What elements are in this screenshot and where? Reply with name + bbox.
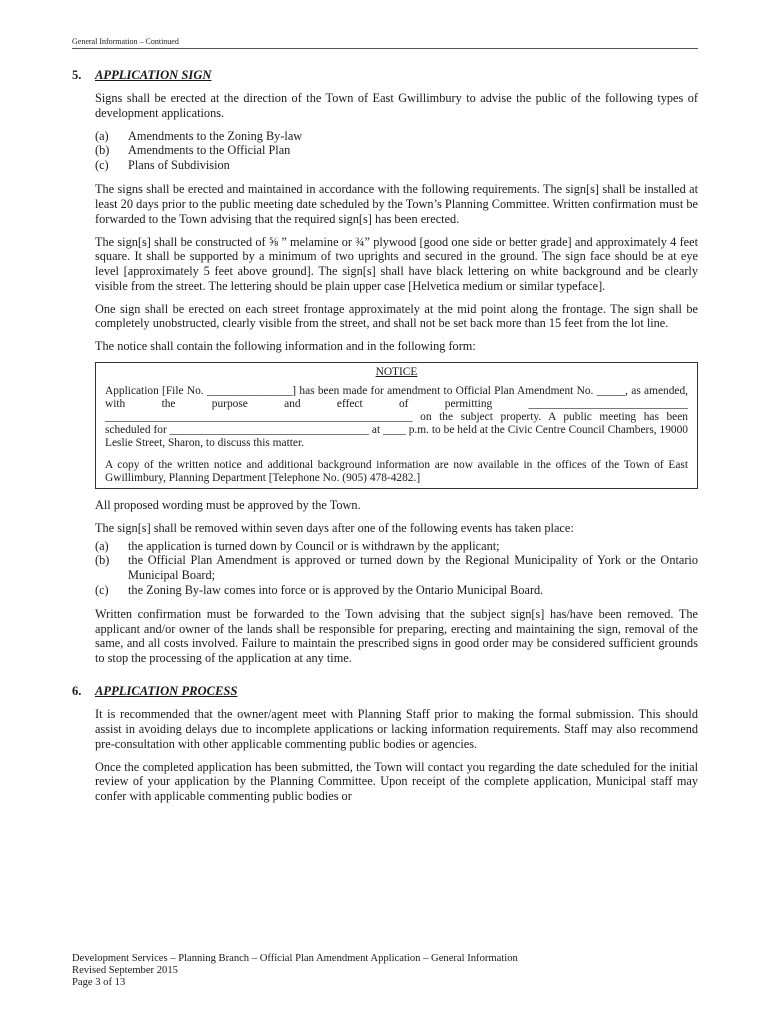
list-text: Amendments to the Zoning By-law bbox=[128, 128, 303, 143]
list-marker: (b) bbox=[95, 143, 110, 158]
notice-box bbox=[95, 362, 698, 489]
confirmation-paragraph: Written confirmation must be forwarded to the Town advising that the subject sign[s] has/have been removed. The applicant and/or owner of the lands shall be responsible for preparing, erecting and maintaining the sign, removal of the same, and all costs involved. Failure to maintain the prescribed signs in good order may be considered sufficient grounds to stop the processing of the application at any time. bbox=[95, 607, 698, 665]
removal-paragraph: The sign[s] shall be removed within seven days after one of the following events has taken place: bbox=[95, 521, 574, 536]
running-header: General Information – Continued bbox=[72, 37, 698, 49]
list-item bbox=[95, 583, 698, 598]
page-content bbox=[72, 68, 698, 812]
list-marker: (a) bbox=[95, 128, 109, 143]
list-text: the Official Plan Amendment is approved or turned down by the Regional Municipality of York or the Ontario Municipal Board; bbox=[128, 553, 698, 582]
list-item bbox=[95, 158, 698, 173]
footer-line-revised: Revised September 2015 bbox=[72, 965, 178, 976]
list-item bbox=[95, 143, 698, 158]
section-6-number: 6. bbox=[72, 684, 82, 699]
list-text: the Zoning By-law comes into force or is approved by the Ontario Municipal Board. bbox=[128, 582, 544, 597]
wording-paragraph: All proposed wording must be approved by the Town. bbox=[95, 498, 361, 513]
section-5-number: 5. bbox=[72, 68, 82, 82]
list-item bbox=[95, 539, 698, 554]
notice-title: NOTICE bbox=[375, 366, 418, 379]
section-6-heading bbox=[72, 684, 698, 698]
section-5-title: APPLICATION SIGN bbox=[95, 68, 212, 82]
meet-staff-paragraph: It is recommended that the owner/agent meet with Planning Staff prior to making the formal submission. This should assist in avoiding delays due to incomplete applications or lacking information requirements. Staff may also recommend pre-consultation with other applicable commenting public bodies or agencies. bbox=[95, 707, 698, 751]
list-marker: (a) bbox=[95, 538, 109, 553]
list-item bbox=[95, 553, 698, 582]
application-types-list bbox=[95, 129, 698, 173]
construction-paragraph: The sign[s] shall be constructed of ⅝ ” melamine or ¾” plywood [good one side or better grade] and approximately 4 feet square. It shall be supported by a minimum of two uprights and secured in the ground. The sign face should be at eye level [approximately 5 feet above ground]. The sign[s] shall have black lettering on white background and be clearly visible from the street. The lettering should be plain upper case [Helvetica medium or similar typeface]. bbox=[95, 234, 698, 293]
section-5-body bbox=[95, 91, 698, 665]
list-marker: (b) bbox=[95, 553, 110, 568]
list-item bbox=[95, 129, 698, 144]
intro-paragraph: Signs shall be erected at the direction of the Town of East Gwillimbury to advise the public of the following types of development applications. bbox=[95, 91, 698, 120]
removal-events-list bbox=[95, 539, 698, 597]
list-marker: (c) bbox=[95, 582, 109, 597]
section-6-title: APPLICATION PROCESS bbox=[95, 684, 238, 699]
section-6-body bbox=[95, 707, 698, 803]
list-marker: (c) bbox=[95, 157, 109, 172]
footer-page-number: Page 3 of 13 bbox=[72, 977, 126, 988]
footer-line-title: Development Services – Planning Branch – Official Plan Amendment Application – General Information bbox=[72, 953, 518, 964]
page-footer bbox=[72, 953, 518, 989]
list-text: Plans of Subdivision bbox=[128, 157, 230, 172]
submitted-paragraph: Once the completed application has been submitted, the Town will contact you regarding the date scheduled for the initial review of your application by the Planning Committee. Upon receipt of the complete application, Municipal staff may confer with applicable commenting public bodies or bbox=[95, 759, 698, 803]
notice-body: Application [File No. _______________] has been made for amendment to Official Plan Amendment No. _____, as amended, with the purpose and effect of permitting ____________________________ ______________________________________________________ on the subject property. A public meeting has been scheduled for ___________________________________ at ____ p.m. to be held at the Civic Centre Council Chambers, 19000 Leslie Street, Sharon, to discuss this matter. bbox=[105, 384, 688, 450]
list-text: Amendments to the Official Plan bbox=[128, 143, 291, 158]
section-5-heading bbox=[72, 68, 698, 82]
notice-intro-paragraph: The notice shall contain the following information and in the following form: bbox=[95, 339, 476, 354]
frontage-paragraph: One sign shall be erected on each street frontage approximately at the mid point along the frontage. The sign shall be completely unobstructed, clearly visible from the street, and shall not be set back more than 15 feet from the lot line. bbox=[95, 301, 698, 331]
list-text: the application is turned down by Council or is withdrawn by the applicant; bbox=[128, 538, 500, 553]
notice-copy-info: A copy of the written notice and additional background information are now available in the offices of the Town of East Gwillimbury, Planning Department [Telephone No. (905) 478-4282.] bbox=[105, 458, 688, 484]
requirements-paragraph: The signs shall be erected and maintained in accordance with the following requirements. The sign[s] shall be installed at least 20 days prior to the public meeting date scheduled by the Town’s Planning Committee. Written confirmation must be forwarded to the Town advising that the required sign[s] has been erected. bbox=[95, 182, 698, 226]
